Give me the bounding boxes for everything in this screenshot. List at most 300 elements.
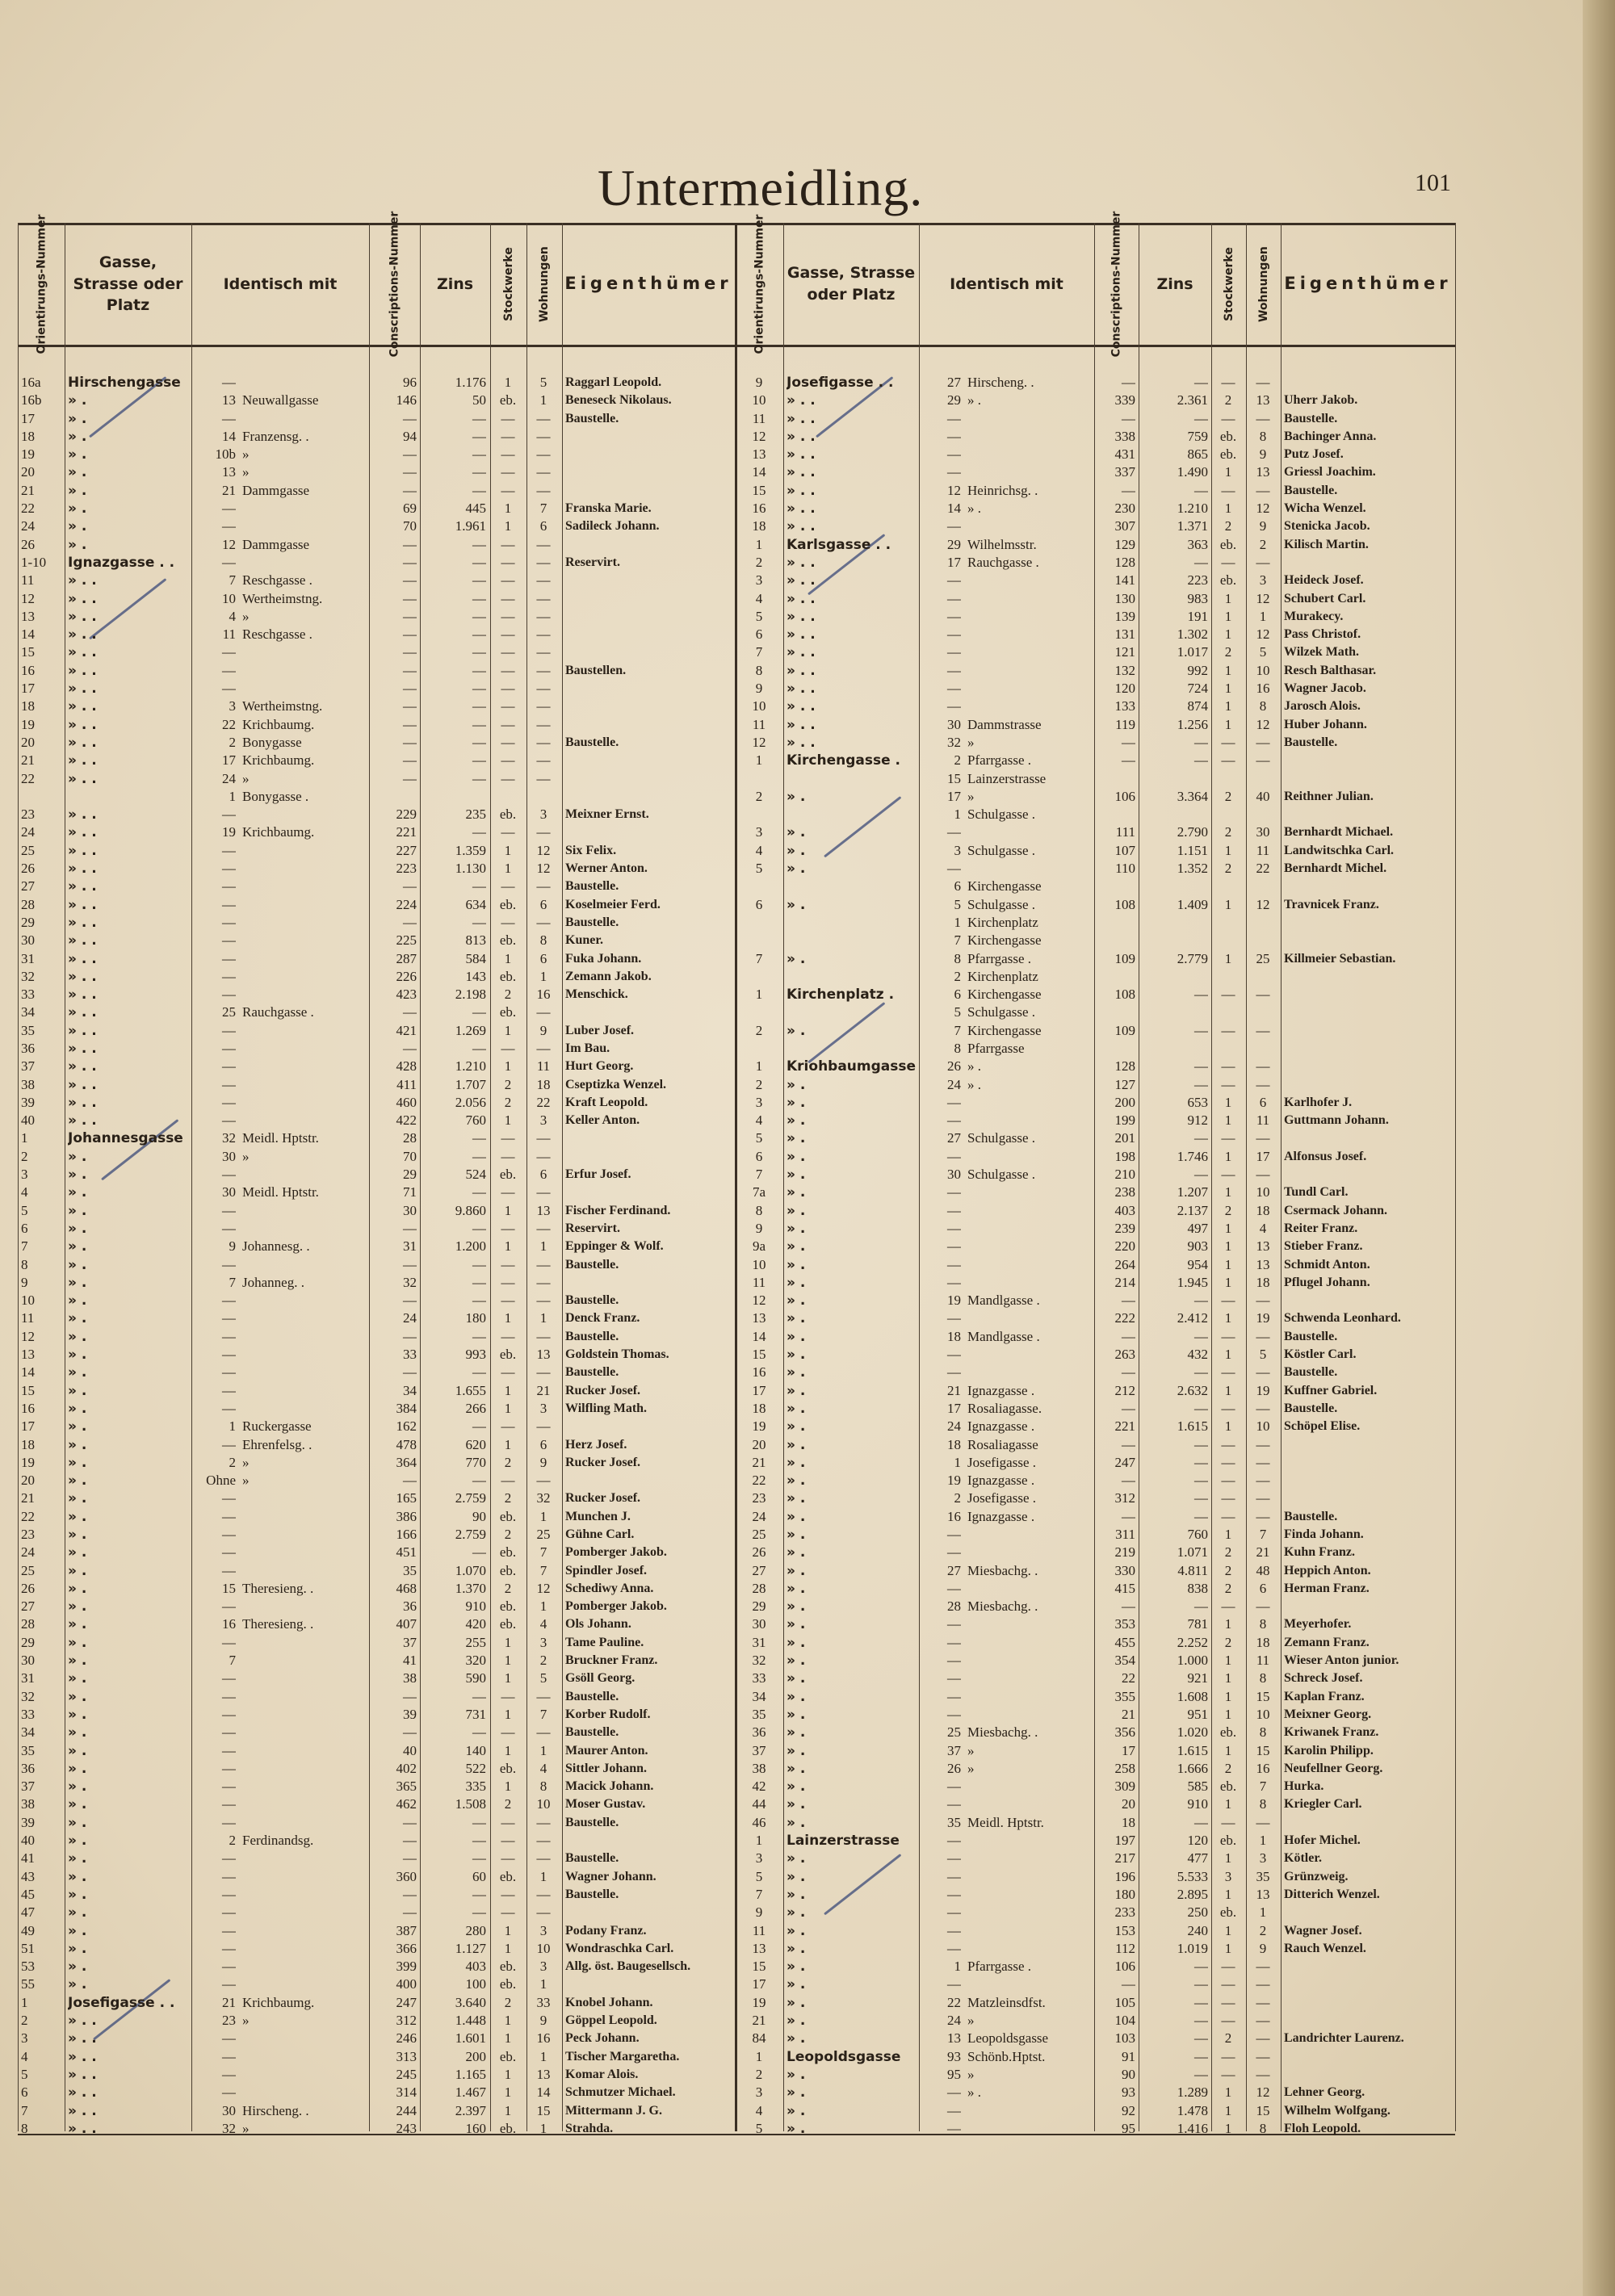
conscription-number: 338 bbox=[1114, 428, 1135, 444]
ident-number: — bbox=[222, 1688, 236, 1704]
ident-street: » bbox=[242, 2120, 250, 2136]
conscription-number: 455 bbox=[1114, 1634, 1135, 1650]
conscription-number: 32 bbox=[403, 1274, 417, 1290]
flats: 6 bbox=[539, 1436, 547, 1452]
table-row bbox=[0, 1580, 1615, 1598]
storeys: eb. bbox=[1219, 446, 1237, 463]
street-name: » . . bbox=[68, 878, 97, 895]
flats: 7 bbox=[539, 1706, 547, 1722]
rent-value: — bbox=[472, 662, 486, 678]
storeys: 1 bbox=[504, 1238, 512, 1255]
col-header-gasse-right: Gasse, Strasse oder Platz bbox=[787, 264, 916, 304]
conscription-number: 109 bbox=[1114, 950, 1135, 966]
street-name: » . bbox=[68, 1922, 87, 1939]
rent-value: — bbox=[472, 1418, 486, 1435]
rent-value: 1.409 bbox=[1177, 896, 1208, 912]
orient-number: 21 bbox=[21, 752, 35, 769]
conscription-number: — bbox=[1122, 1598, 1135, 1615]
storeys: 2 bbox=[504, 1527, 512, 1542]
ident-number: 16 bbox=[947, 1508, 961, 1524]
ident-number: 8 bbox=[954, 950, 961, 966]
table-row bbox=[0, 482, 1615, 500]
rent-value: 983 bbox=[1187, 590, 1208, 606]
ident-street: Schulgasse . bbox=[967, 1130, 1036, 1146]
orient-number: 35 bbox=[21, 1022, 35, 1038]
rent-value: — bbox=[1194, 1167, 1208, 1183]
ident-street: » bbox=[242, 464, 250, 480]
ident-number: — bbox=[947, 572, 961, 589]
flats: — bbox=[1256, 1364, 1270, 1381]
rent-value: — bbox=[472, 464, 486, 480]
rent-value: 653 bbox=[1187, 1094, 1208, 1110]
ident-number: — bbox=[947, 1850, 961, 1867]
rent-value: — bbox=[472, 1328, 486, 1344]
flats: 8 bbox=[1259, 1724, 1267, 1741]
rent-value: 1.416 bbox=[1177, 2120, 1208, 2136]
street-name: » . bbox=[787, 1076, 806, 1093]
flats: 4 bbox=[539, 1616, 547, 1632]
flats: 8 bbox=[1259, 1796, 1267, 1812]
conscription-number: 92 bbox=[1122, 2102, 1135, 2118]
street-name: » . bbox=[68, 1850, 87, 1867]
owner-name: Eppinger & Wolf. bbox=[565, 1239, 664, 1254]
street-name: » . bbox=[787, 1220, 806, 1237]
owner-name: Erfur Josef. bbox=[565, 1167, 631, 1182]
orient-number: 3 bbox=[755, 1850, 763, 1867]
street-name: » . bbox=[787, 2084, 806, 2101]
rent-value: — bbox=[1194, 482, 1208, 498]
table-row bbox=[0, 1598, 1615, 1615]
conscription-number: 28 bbox=[403, 1130, 417, 1146]
rent-value: — bbox=[472, 572, 486, 589]
orient-number: 47 bbox=[21, 1904, 35, 1921]
ident-number: — bbox=[947, 1940, 961, 1956]
flats: 13 bbox=[536, 1202, 551, 1218]
orient-number: 21 bbox=[752, 1454, 766, 1470]
storeys: eb. bbox=[499, 968, 517, 984]
table-row bbox=[0, 2102, 1615, 2120]
orient-number: 36 bbox=[21, 1760, 35, 1776]
ident-number: 18 bbox=[947, 1328, 961, 1344]
street-name: » . bbox=[68, 482, 87, 499]
conscription-number: — bbox=[403, 1904, 417, 1921]
ident-street: Johanneg. . bbox=[242, 1274, 304, 1290]
orient-number: 18 bbox=[21, 428, 35, 444]
flats: 13 bbox=[1256, 392, 1270, 409]
table-row bbox=[0, 1328, 1615, 1346]
ident-number: — bbox=[222, 1094, 236, 1110]
orient-number: 5 bbox=[755, 608, 763, 624]
rent-value: 180 bbox=[465, 1310, 486, 1326]
orient-number: 5 bbox=[21, 2066, 28, 2082]
street-name: » . . bbox=[68, 1076, 97, 1093]
conscription-number: 104 bbox=[1114, 2013, 1135, 2029]
rent-value: — bbox=[472, 1040, 486, 1056]
storeys: eb. bbox=[499, 1598, 517, 1615]
conscription-number: 110 bbox=[1115, 861, 1135, 877]
street-name: » . bbox=[68, 1653, 87, 1670]
conscription-number: — bbox=[403, 770, 417, 786]
orient-number: 36 bbox=[21, 1040, 35, 1056]
rent-value: 140 bbox=[465, 1742, 486, 1758]
conscription-number: 29 bbox=[403, 1167, 417, 1183]
orient-number: 23 bbox=[21, 807, 35, 823]
ident-street: » . bbox=[967, 2084, 981, 2101]
orient-number: 5 bbox=[755, 861, 763, 877]
street-name: » . bbox=[787, 1508, 806, 1525]
orient-number: 45 bbox=[21, 1886, 35, 1902]
conscription-number: 129 bbox=[1114, 536, 1135, 552]
storeys: — bbox=[1221, 734, 1235, 750]
conscription-number: — bbox=[403, 1364, 417, 1381]
street-name: » . . bbox=[68, 2120, 97, 2137]
flats: 3 bbox=[1259, 572, 1267, 589]
storeys: — bbox=[501, 1833, 515, 1849]
conscription-number: — bbox=[1122, 1293, 1135, 1309]
ident-number: — bbox=[222, 1040, 236, 1056]
rent-value: 1.961 bbox=[455, 518, 486, 534]
owner-name: Karolin Philipp. bbox=[1284, 1743, 1374, 1758]
table-row bbox=[0, 1975, 1615, 1993]
storeys: 1 bbox=[504, 1382, 512, 1398]
flats: — bbox=[1256, 410, 1270, 426]
orient-number: 26 bbox=[752, 1544, 766, 1561]
conscription-number: 166 bbox=[396, 1527, 417, 1542]
owner-name: Zemann Franz. bbox=[1284, 1635, 1370, 1649]
table-row bbox=[0, 1940, 1615, 1958]
conscription-number: 411 bbox=[396, 1076, 417, 1092]
rent-value: 403 bbox=[465, 1959, 486, 1975]
table-row bbox=[0, 1652, 1615, 1670]
rent-value: 1.370 bbox=[455, 1580, 486, 1596]
conscription-number: 109 bbox=[1114, 1022, 1135, 1038]
street-name: » . bbox=[68, 428, 87, 445]
conscription-number: 245 bbox=[396, 2066, 417, 2082]
ident-number: — bbox=[222, 1814, 236, 1830]
orient-number: 14 bbox=[752, 464, 766, 480]
conscription-number: 200 bbox=[1114, 1094, 1135, 1110]
orient-number: 32 bbox=[752, 1653, 766, 1669]
rent-value: — bbox=[1194, 1473, 1208, 1489]
conscription-number: 70 bbox=[403, 518, 417, 534]
street-name: » . bbox=[68, 501, 87, 517]
table-row bbox=[0, 1526, 1615, 1544]
street-name: » . bbox=[787, 1400, 806, 1417]
conscription-number: 201 bbox=[1114, 1130, 1135, 1146]
ident-number: — bbox=[947, 2084, 961, 2101]
ident-street: Pfarrgasse . bbox=[967, 752, 1031, 769]
storeys: eb. bbox=[499, 1167, 517, 1183]
ident-number: 35 bbox=[947, 1814, 961, 1830]
owner-name: Putz Josef. bbox=[1284, 447, 1344, 462]
ident-number: 14 bbox=[947, 501, 961, 517]
conscription-number: 40 bbox=[403, 1742, 417, 1758]
orient-number: 39 bbox=[21, 1094, 35, 1110]
rent-value: — bbox=[1194, 2030, 1208, 2047]
orient-number: 33 bbox=[21, 987, 35, 1003]
ident-number: — bbox=[222, 1742, 236, 1758]
owner-name: Baustelle. bbox=[1284, 1329, 1338, 1343]
conscription-number: 38 bbox=[403, 1670, 417, 1686]
owner-name: Hurka. bbox=[1284, 1779, 1324, 1794]
ident-street: Neuwallgasse bbox=[242, 392, 319, 409]
ident-number: — bbox=[947, 464, 961, 480]
owner-name: Baustelle. bbox=[565, 1851, 619, 1866]
street-name: Lainzerstrasse bbox=[787, 1833, 900, 1850]
orient-number: 18 bbox=[752, 518, 766, 534]
conscription-number: 36 bbox=[403, 1598, 417, 1615]
conscription-number: 422 bbox=[396, 1112, 417, 1129]
rent-value: — bbox=[1194, 987, 1208, 1003]
orient-number: 38 bbox=[21, 1796, 35, 1812]
street-name: » . bbox=[787, 1436, 806, 1453]
conscription-number: 91 bbox=[1122, 2048, 1135, 2064]
conscription-number: 221 bbox=[396, 824, 417, 840]
flats: — bbox=[536, 554, 551, 570]
table-row bbox=[0, 914, 1615, 932]
rent-value: 223 bbox=[1187, 572, 1208, 589]
ident-number: 15 bbox=[222, 1580, 236, 1596]
table-row bbox=[0, 1382, 1615, 1400]
flats: — bbox=[536, 1418, 551, 1435]
ident-number: 16 bbox=[222, 1616, 236, 1632]
street-name: » . bbox=[68, 1904, 87, 1921]
orient-number: 10 bbox=[752, 1256, 766, 1272]
flats: 18 bbox=[1256, 1634, 1270, 1650]
storeys: — bbox=[1221, 1076, 1235, 1092]
rent-value: 993 bbox=[465, 1347, 486, 1363]
owner-name: Schediwy Anna. bbox=[565, 1581, 654, 1595]
storeys: — bbox=[501, 590, 515, 606]
conscription-number: 386 bbox=[396, 1508, 417, 1524]
conscription-number: 313 bbox=[396, 2048, 417, 2064]
ident-number: 8 bbox=[954, 1040, 961, 1056]
street-name: » . bbox=[68, 1724, 87, 1741]
orient-number: 1 bbox=[755, 1058, 763, 1075]
ident-number: 24 bbox=[947, 1418, 961, 1435]
storeys: — bbox=[1221, 1490, 1235, 1506]
orient-number: 8 bbox=[755, 662, 763, 678]
ident-street: Krichbaumg. bbox=[242, 716, 315, 732]
rent-value: 634 bbox=[465, 896, 486, 912]
flats: 13 bbox=[536, 2066, 551, 2082]
storeys: eb. bbox=[1219, 572, 1237, 589]
street-name: » . . bbox=[68, 1058, 97, 1075]
owner-name: Baustelle. bbox=[1284, 1401, 1338, 1415]
ident-street: » bbox=[967, 1760, 975, 1776]
street-name: » . . bbox=[787, 482, 816, 499]
col-header-orientirungs-nummer-right: Orientirungs-Nummer bbox=[752, 214, 766, 354]
storeys: — bbox=[1221, 1976, 1235, 1992]
flats: 6 bbox=[539, 950, 547, 966]
street-name: » . bbox=[787, 1940, 806, 1957]
conscription-number: — bbox=[1122, 1976, 1135, 1992]
conscription-number: 131 bbox=[1114, 626, 1135, 643]
flats: — bbox=[1256, 2048, 1270, 2064]
flats: — bbox=[536, 1328, 551, 1344]
owner-name: Schubert Carl. bbox=[1284, 591, 1366, 605]
street-name: » . bbox=[787, 1167, 806, 1184]
conscription-number: 165 bbox=[396, 1490, 417, 1506]
owner-name: Uherr Jakob. bbox=[1284, 393, 1358, 408]
storeys: — bbox=[501, 1184, 515, 1200]
orient-number: 27 bbox=[21, 1598, 35, 1615]
street-name: » . bbox=[787, 1562, 806, 1579]
street-name: » . bbox=[68, 518, 87, 535]
ident-street: Krichbaumg. bbox=[242, 752, 315, 769]
orient-number: 3 bbox=[755, 2084, 763, 2101]
rent-value: — bbox=[1194, 1130, 1208, 1146]
rent-value: — bbox=[472, 608, 486, 624]
storeys: — bbox=[1221, 482, 1235, 498]
orient-number: 28 bbox=[752, 1580, 766, 1596]
ident-number: — bbox=[222, 896, 236, 912]
ident-number: 13 bbox=[222, 464, 236, 480]
street-name: » . bbox=[787, 1490, 806, 1507]
storeys: — bbox=[1221, 987, 1235, 1003]
storeys: — bbox=[501, 482, 515, 498]
street-name: » . bbox=[68, 1760, 87, 1777]
orient-number: 7a bbox=[752, 1184, 766, 1200]
ident-number: — bbox=[947, 590, 961, 606]
rent-value: 1.207 bbox=[1177, 1184, 1208, 1200]
flats: 25 bbox=[1256, 950, 1270, 966]
rent-value: 2.790 bbox=[1177, 824, 1208, 840]
orient-number: 27 bbox=[21, 878, 35, 895]
street-name: » . . bbox=[68, 2084, 97, 2101]
conscription-number: 312 bbox=[1114, 1490, 1135, 1506]
rent-value: 191 bbox=[1187, 608, 1208, 624]
conscription-number: — bbox=[403, 1293, 417, 1309]
storeys: 2 bbox=[1224, 788, 1232, 804]
ident-number: 1 bbox=[229, 1418, 236, 1435]
table-row bbox=[0, 2048, 1615, 2066]
conscription-number: — bbox=[403, 734, 417, 750]
flats: 16 bbox=[1256, 681, 1270, 697]
flats: 18 bbox=[536, 1076, 551, 1092]
flats: 21 bbox=[536, 1382, 551, 1398]
flats: 3 bbox=[1259, 1850, 1267, 1867]
conscription-number: 354 bbox=[1114, 1653, 1135, 1669]
storeys: 1 bbox=[1224, 1238, 1232, 1255]
orient-number: 27 bbox=[752, 1562, 766, 1578]
owner-name: Kuffner Gabriel. bbox=[1284, 1383, 1378, 1397]
owner-name: Denck Franz. bbox=[565, 1311, 640, 1326]
rent-value: — bbox=[1194, 554, 1208, 570]
street-name: » . bbox=[68, 1256, 87, 1273]
ident-number: — bbox=[947, 1238, 961, 1255]
orient-number: 17 bbox=[21, 681, 35, 697]
storeys: — bbox=[501, 626, 515, 643]
table-row bbox=[0, 536, 1615, 554]
ident-street: » bbox=[967, 734, 975, 750]
orient-number: 16 bbox=[752, 1364, 766, 1381]
owner-name: Cseptizka Wenzel. bbox=[565, 1077, 667, 1091]
conscription-number: 39 bbox=[403, 1706, 417, 1722]
flats: 40 bbox=[1256, 788, 1270, 804]
conscription-number: 90 bbox=[1122, 2066, 1135, 2082]
storeys: 1 bbox=[1224, 1418, 1232, 1435]
orient-number: 13 bbox=[752, 1940, 766, 1956]
ident-number: — bbox=[222, 1976, 236, 1992]
table-row bbox=[0, 2084, 1615, 2101]
street-name: » . bbox=[787, 2066, 806, 2083]
street-name: » . bbox=[787, 1598, 806, 1615]
ident-street: » bbox=[242, 2013, 250, 2029]
orient-number: 19 bbox=[21, 446, 35, 463]
conscription-number: — bbox=[403, 1040, 417, 1056]
ident-street: Hirscheng. . bbox=[242, 2102, 309, 2118]
rent-value: — bbox=[472, 1004, 486, 1020]
conscription-number: 233 bbox=[1114, 1904, 1135, 1921]
storeys: — bbox=[501, 681, 515, 697]
street-name: » . bbox=[787, 1527, 806, 1543]
conscription-number: 153 bbox=[1114, 1922, 1135, 1938]
rent-value: — bbox=[472, 590, 486, 606]
orient-number: 30 bbox=[21, 932, 35, 949]
ident-number: — bbox=[947, 1868, 961, 1884]
flats: 3 bbox=[539, 1922, 547, 1938]
storeys: 1 bbox=[504, 1940, 512, 1956]
owner-name: Grünzweig. bbox=[1284, 1869, 1349, 1883]
street-name: » . . bbox=[787, 410, 816, 427]
street-name: » . bbox=[787, 2030, 806, 2047]
orient-number: 5 bbox=[755, 2120, 763, 2136]
conscription-number: 307 bbox=[1114, 518, 1135, 534]
flats: — bbox=[536, 464, 551, 480]
flats: 8 bbox=[1259, 2120, 1267, 2136]
orient-number: 7 bbox=[755, 1886, 763, 1902]
flats: 3 bbox=[539, 807, 547, 823]
rent-value: — bbox=[472, 410, 486, 426]
rent-value: 50 bbox=[472, 392, 486, 409]
flats: 16 bbox=[1256, 1760, 1270, 1776]
flats: — bbox=[1256, 1994, 1270, 2010]
ident-number: 7 bbox=[954, 1022, 961, 1038]
flats: 8 bbox=[539, 932, 547, 949]
page-number: 101 bbox=[1415, 170, 1451, 196]
ident-number: 24 bbox=[947, 2013, 961, 2029]
rent-value: — bbox=[1194, 1454, 1208, 1470]
owner-name: Peck Johann. bbox=[565, 2031, 640, 2046]
rent-value: 1.151 bbox=[1177, 842, 1208, 858]
flats: — bbox=[536, 1184, 551, 1200]
owner-name: Baustelle. bbox=[1284, 411, 1338, 425]
owner-name: Werner Anton. bbox=[565, 861, 648, 876]
flats: — bbox=[536, 1256, 551, 1272]
ident-number: — bbox=[947, 1310, 961, 1326]
storeys: 1 bbox=[1224, 1688, 1232, 1704]
rent-value: 1.467 bbox=[455, 2084, 486, 2101]
ident-street: Ruckergasse bbox=[242, 1418, 312, 1435]
storeys: 1 bbox=[1224, 681, 1232, 697]
orient-number: 18 bbox=[21, 698, 35, 714]
table-row bbox=[0, 1112, 1615, 1129]
owner-name: Travnicek Franz. bbox=[1284, 897, 1379, 911]
flats: — bbox=[1256, 752, 1270, 769]
rent-value: — bbox=[472, 878, 486, 895]
storeys: — bbox=[1221, 1364, 1235, 1381]
table-row bbox=[0, 1076, 1615, 1094]
ident-number: 5 bbox=[954, 896, 961, 912]
flats: — bbox=[536, 1148, 551, 1164]
ident-number: 30 bbox=[222, 1184, 236, 1200]
conscription-number: 132 bbox=[1114, 662, 1135, 678]
flats: — bbox=[1256, 1022, 1270, 1038]
street-name: » . bbox=[68, 1490, 87, 1507]
rent-value: 1.945 bbox=[1177, 1274, 1208, 1290]
flats: 10 bbox=[1256, 1418, 1270, 1435]
